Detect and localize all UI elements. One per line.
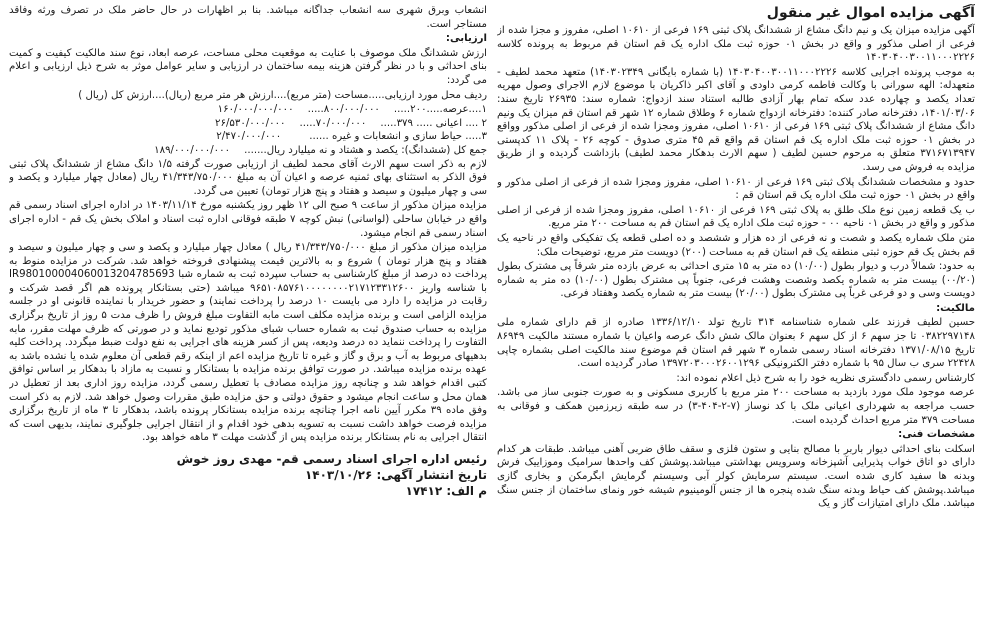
valuation-row — [9, 117, 487, 131]
boundaries-paragraph: به حدود: شمالاً درب و دیوار بطول (۱۰/۰۰) ده متر به ۱۵ متری احداثی به عرض بازده متر شرقاً پی مشترک بطول (۰۰/۲۰) بیست متر به شماره یکصد وشصت وهشت فرعی، جنوباً پی مشترک بطول (۱۰/۰۰) ده متر به شماره دویست وسی و دو فرعی غرباً پی مشترک بطول (۲۰/۰۰) بیست متر به شماره یکصد وهفتاد فرعی. — [497, 261, 975, 300]
valuation-row-label: ۱....عرصه.....۲۰۰..... — [393, 104, 487, 116]
auction-terms-paragraph: مزایده میزان مذکور از مبلغ ۴۱/۳۴۳/۷۵۰/۰۰۰ ریال ) معادل چهار میلیارد و یکصد و سی و چهار میلیون و سیصد و هفتاد و پنج هزار تومان ) شروع و به بالاترین قیمت پیشنهادی فروخته خواهد شد. شرکت در مزایده منوط به پرداخت ده درصد از مبلغ کارشناسی به حساب سپرده ثبت به شماره شبا IR980100004060013204785693 با شناسه واریز ۹۶۵۱۰۸۵۷۶۱۰۰۰۰۰۰۰۰۲۱۷۱۲۳۳۱۲۶۰۰ میباشد (حتی بستانکار پرونده هم اگر قصد شرکت و رقابت در مزایده را دارد می بایست ۱۰ درصد را پرداخت نمایند) و حضور خریدار با نماینده قانونی او در جلسه مزایده الزامی است و برنده مزایده مکلف است مابه التفاوت مبلغ فروش را ظرف مدت ۵ روز از تاریخ برگزاری مزایده به حساب صندوق ثبت به شماره حساب شبای مذکور تودیع نماید و در صورتی که ظرف مهلت مقرر، مابه التفاوت را پرداخت ننماید ده درصد ودیعه، پس از کسر هزینه های اجرایی به نفع دولت ضبط میگردد. پرداخت کلیه بدهیهای مربوط به آب و برق و گاز و غیره تا تاریخ مزایده اعم از اینکه رقم قطعی آن معلوم شده یا نشده باشد به عهده برنده مزایده میباشد. در صورت توافق برنده مزایده با بستانکار و نسبت به مازاد با بدهکار بر اساس توافق کتبی اقدام خواهد شد و چنانچه روز مزایده مصادف با تعطیل رسمی گردد، مزایده روز اداری بعد از تعطیل در همان محل و ساعت انجام میشود و حقوق دولتی و حق مزایده طبق مقررات وصول خواهد شد. لازم به ذکر است وفق ماده ۳۹ مکرر آیین نامه اجرا چنانچه برنده مزایده بستانکار پرونده باشد، بدهکار تا ۳ ماه از تاریخ برگزاری مزایده فرصت خواهد داشت نسبت به تسویه بدهی خود اقدام و از انتقال اجرایی جلوگیری نمایند، بدیهی است که انتقال اجرایی به نام بستانکار برنده مزایده پس از گذشت مهلت ۳ ماهه خواهد بود. — [9, 242, 487, 444]
valuation-row-total: ۲۶/۵۳۰/۰۰۰/۰۰۰ — [215, 117, 286, 129]
property-text-paragraph: متن ملک شماره یکصد و شصت و نه فرعی از ده هزار و ششصد و ده اصلی قطعه یک تفکیکی واقع در ناحیه یک قم بخش یک قم حوزه ثبتی منطقه یک قم استان قم به مساحت (۲۰۰) دویست متر مربع، توضیحات ملک: — [497, 232, 975, 258]
left-column — [9, 4, 487, 632]
signature-block — [9, 451, 487, 499]
boundaries-intro: حدود و مشخصات ششدانگ پلاک ثبتی ۱۶۹ فرعی از ۱۰۶۱۰ اصلی، مفروز ومجزا شده از فرعی از اصلی مذکور و واقع در بخش ۰۱ حوزه ثبت ملک اداره یک قم استان قم : — [497, 176, 975, 202]
valuation-sum-label: جمع کل (ششدانگ): یکصد و هشتاد و نه میلیارد ریال....... — [244, 144, 487, 156]
evaluation-heading: ارزیابی: — [445, 33, 487, 45]
notice-title: آگهی مزایده اموال غیر منقول — [766, 5, 975, 21]
reference-number: م الف: ۱۷۴۱۲ — [405, 484, 487, 498]
area-paragraph: عرصه موجود ملک مورد بازدید به مساحت ۲۰۰ متر مربع با کاربری مسکونی و به صورت جنوبی ساز می باشد. حسب مراجعه به شهرداری اعیانی ملک با کد نوساز (۷-۲-۴۰۴-۳) در سه طبقه زیرزمین همکف و فوقانی به مساحت ۳۷۹ متر مربع احداث گردیده است. — [497, 387, 975, 426]
auction-time-paragraph: مزایده میزان مذکور از ساعت ۹ صبح الی ۱۲ ظهر روز یکشنبه مورخ ۱۴۰۳/۱۱/۱۴ در اداره اجرای اسناد رسمی قم واقع در خیابان ساحلی (لواسانی) نبش کوچه ۷ طبقه فوقانی اداره ثبت اسناد و املاک بخش یک قم - اداره اجرای اسناد رسمی قم انجام میشود. — [9, 200, 487, 239]
land-paragraph: ب یک قطعه زمین نوع ملک طلق به پلاک ثبتی ۱۶۹ فرعی از ۱۰۶۱۰ اصلی، مفروز ومجزا شده از فرعی از اصلی مذکور و واقع در بخش ۰۱ ناحیه ۰۰ - حوزه ثبت ملک اداره یک قم استان قم به مساحت ۲۰۰ متر مربع. — [497, 204, 975, 230]
valuation-row-label: ۲ .... اعیانی ..... ۳۷۹..... — [380, 117, 487, 129]
utilities-paragraph: انشعاب وبرق شهری سه انشعاب جداگانه میباشد. بنا بر اظهارات در حال حاضر ملک در تصرف ورثه وفاقد مستاجر است. — [9, 5, 487, 30]
valuation-row-label: ۳..... حیاط سازی و انشعابات و غیره ...... — [309, 131, 487, 143]
valuation-sum-total: ۱۸۹/۰۰۰/۰۰۰/۰۰۰ — [154, 144, 231, 156]
ownership-heading: مالکیت: — [936, 302, 975, 314]
valuation-row — [9, 103, 487, 117]
valuation-row-unit: ۷۰/۰۰۰/۰۰۰..... — [299, 117, 367, 129]
intro-paragraph: آگهی مزایده میزان یک و نیم دانگ مشاع از ششدانگ پلاک ثبتی ۱۶۹ فرعی از ۱۰۶۱۰ اصلی، مفروز و مجزا شده از فرعی از اصلی مذکور و واقع در بخش ۰۱ حوزه ثبت ملک اداره یک قم استان قم مربوط به پرونده کلاسه ۱۴۰۳۰۴۰۰۳۰۰۱۱۰۰۰۲۲۲۶ — [497, 25, 975, 64]
inheritance-paragraph: لازم به ذکر است سهم الارث آقای محمد لطیف از ارزیابی صورت گرفته ۱/۵ دانگ مشاع از ششدانگ پلاک ثبتی فوق الذکر به استثنای بهای ثمنیه عرصه و اعیان آن به مبلغ ۴۱/۳۴۳/۷۵۰/۰۰۰ ریال (معادل چهار میلیارد و یکصد و سی و چهار میلیون و سیصد و هفتاد و پنج هزار تومان) تعیین می گردد. — [9, 158, 487, 197]
right-column — [497, 4, 975, 632]
valuation-row-total: ۱۶۰/۰۰۰/۰۰۰/۰۰۰ — [217, 104, 294, 116]
specs-heading: مشخصات فنی: — [898, 429, 975, 441]
signature-official: رئیس اداره اجرای اسناد رسمی قم- مهدی روز خوش — [176, 452, 487, 466]
valuation-row-unit: ۸۰۰/۰۰۰/۰۰۰..... — [307, 104, 380, 116]
publication-date: تاریخ انتشار آگهی: ۱۴۰۳/۱۰/۲۶ — [304, 468, 487, 482]
valuation-sum-row — [9, 144, 487, 158]
valuation-table-header: ردیف محل مورد ارزیابی.....مساحت (متر مربع)....ارزش هر متر مربع (ریال)....ارزش کل (ریال ) — [78, 89, 487, 101]
ownership-paragraph: حسین لطیف فرزند علی شماره شناسنامه ۳۱۴ تاریخ تولد ۱۳۳۶/۱۲/۱۰ صادره از قم دارای شماره ملی ۰۳۸۲۲۹۷۱۴۸ تا جز سهم ۶ از کل سهم ۶ بعنوان مالک شش دانگ عرصه واعیان با شماره مستند مالکیت ۸۶۹۴۹ تاریخ ۱۳۷۱/۰۸/۱۵ دفترخانه اسناد رسمی شماره ۳ شهر قم استان قم موضوع سند مالکیت اصلی بشماره چاپی ۲۲۴۲۸ سری ب سال ۹۵ با شماره دفتر الکترونیکی ۱۳۹۷۲۰۳۰۰۰۲۶۰۰۱۲۹۶ صادر گردیده است. — [497, 317, 975, 370]
valuation-row — [9, 130, 487, 144]
case-paragraph: به موجب پرونده اجرایی کلاسه ۱۴۰۳۰۴۰۰۳۰۰۱۱۰۰۰۲۲۲۶ (با شماره بایگانی ۱۴۰۳۰۲۳۴۹) متعهد محمد لطیف - متعهدله: الهه سورانی با وکالت فاطمه کرمی داودی و آقای اکبر ذاکریان با موضوع لازم الاجرای وصول مهریه تعداد یکصد و چهارده عدد سکه تمام بهار آزادی طالبه استناد سند ازدواج: شماره سند: ۲۶۹۳۵ تاریخ سند: ۱۴۰۱/۰۳/۰۶، دفترخانه صادر کننده: دفترخانه ازدواج شماره ۶ وطلاق شماره ۱۲ شهر قم استان قم میزان یک ونیم دانگ مشاع از ششدانگ پلاک ثبتی ۱۶۹ فرعی از ۱۰۶۱۰ اصلی، مفروز ومجزا شده از فرعی از اصلی مذکور وواقع در بخش ۰۱ حوزه ثبت ملک اداره یک قم استان قم واقع قم ۴۵ متری صدوق - کوچه ۲۶ - پلاک ۱۱ کدپستی ۳۷۱۶۷۱۳۹۴۷ متعلق به مرحوم حسین لطیف ( سهم الارث بدهکار محمد لطیف) بازداشت گردیده و از طریق مزایده به فروش می رسد. — [497, 66, 975, 173]
evaluation-paragraph: ارزش ششدانگ ملک موصوف با عنایت به موقعیت محلی مساحت، عرصه ابعاد، نوع سند مالکیت کیفیت و کمیت بنای احداثی و با در نظر گرفتن هزینه بیمه ساختمان در ارزیابی و سایر عوامل موثر به شرح ذیل ارزیابی و اعلام می گردد: — [9, 47, 487, 86]
valuation-row-total: ۲/۴۷۰/۰۰۰/۰۰۰ — [216, 131, 282, 143]
expert-paragraph: کارشناس رسمی دادگستری نظریه خود را به شرح ذیل اعلام نموده اند: — [676, 372, 975, 384]
specs-paragraph: اسکلت بنای احداثی دیوار باربر با مصالح بنایی و ستون فلزی و سقف طاق ضربی آهنی میباشد. طبقات هر کدام دارای دو اتاق خواب پذیرایی آشپزخانه وسرویس بهداشتی میباشد.پوشش کف واحدها سرامیک وموزاییک فرش وبدنه ها سفید کاری شده است. سیستم سرمایش کولر آبی وسیستم گرمایش ابگرمکن و بخاری گازی میباشد.پوشش کف حیاط وبدنه سنگ شده پنجره ها از جنس آلومینیوم شیشه خور ونمای ساختمان از جنس سنگ میباشد. ملک دارای امتیازات گاز و یک — [497, 443, 975, 510]
